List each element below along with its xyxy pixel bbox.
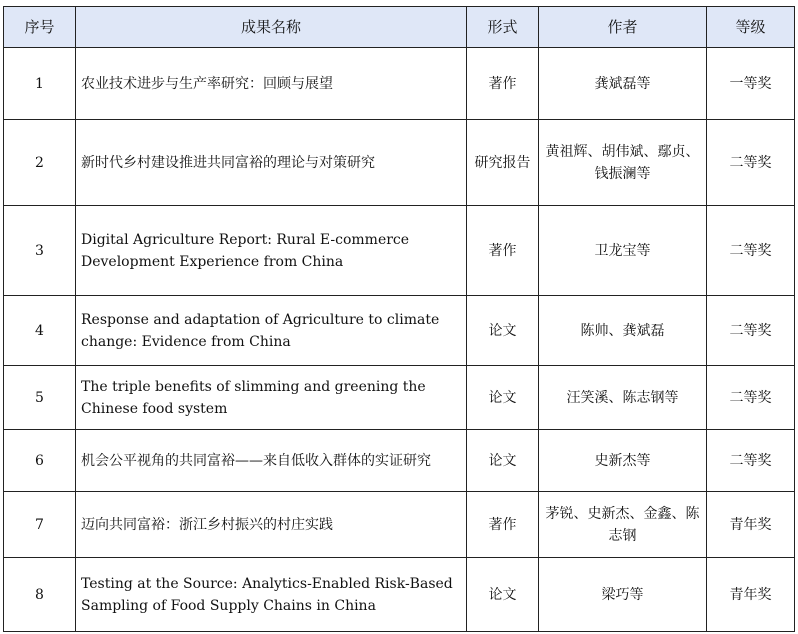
- row-form: 论文: [467, 296, 539, 366]
- row-title: Digital Agriculture Report: Rural E-commerce Development Experience from China: [76, 206, 467, 296]
- row-form: 论文: [467, 366, 539, 430]
- awards-table: [3, 6, 795, 632]
- table-row: [4, 430, 795, 492]
- row-form: 论文: [467, 558, 539, 632]
- row-no: 4: [4, 296, 76, 366]
- row-title: 新时代乡村建设推进共同富裕的理论与对策研究: [76, 120, 467, 206]
- table-row: [4, 120, 795, 206]
- row-level: 二等奖: [707, 430, 795, 492]
- row-level: 青年奖: [707, 558, 795, 632]
- row-no: 7: [4, 492, 76, 558]
- row-author: 茅锐、史新杰、金鑫、陈志钢: [539, 492, 707, 558]
- row-form: 著作: [467, 492, 539, 558]
- row-form: 著作: [467, 48, 539, 120]
- row-level: 二等奖: [707, 296, 795, 366]
- row-title: Response and adaptation of Agriculture to climate change: Evidence from China: [76, 296, 467, 366]
- table-row: [4, 558, 795, 632]
- row-author: 卫龙宝等: [539, 206, 707, 296]
- table-row: [4, 296, 795, 366]
- row-level: 一等奖: [707, 48, 795, 120]
- row-level: 青年奖: [707, 492, 795, 558]
- header-level: 等级: [707, 7, 795, 48]
- header-title: 成果名称: [76, 7, 467, 48]
- row-no: 1: [4, 48, 76, 120]
- header-row: [4, 7, 795, 48]
- row-title: The triple benefits of slimming and greening the Chinese food system: [76, 366, 467, 430]
- row-author: 汪笑溪、陈志钢等: [539, 366, 707, 430]
- row-level: 二等奖: [707, 206, 795, 296]
- row-level: 二等奖: [707, 366, 795, 430]
- header-no: 序号: [4, 7, 76, 48]
- row-form: 研究报告: [467, 120, 539, 206]
- row-no: 3: [4, 206, 76, 296]
- row-author: 陈帅、龚斌磊: [539, 296, 707, 366]
- row-no: 8: [4, 558, 76, 632]
- row-no: 5: [4, 366, 76, 430]
- row-no: 6: [4, 430, 76, 492]
- row-author: 史新杰等: [539, 430, 707, 492]
- row-form: 论文: [467, 430, 539, 492]
- row-title: 机会公平视角的共同富裕——来自低收入群体的实证研究: [76, 430, 467, 492]
- table-row: [4, 492, 795, 558]
- row-author: 梁巧等: [539, 558, 707, 632]
- header-author: 作者: [539, 7, 707, 48]
- row-author: 黄祖辉、胡伟斌、鄢贞、钱振澜等: [539, 120, 707, 206]
- row-level: 二等奖: [707, 120, 795, 206]
- table-row: [4, 48, 795, 120]
- row-form: 著作: [467, 206, 539, 296]
- row-title: 农业技术进步与生产率研究：回顾与展望: [76, 48, 467, 120]
- table-row: [4, 206, 795, 296]
- row-no: 2: [4, 120, 76, 206]
- table-row: [4, 366, 795, 430]
- row-title: 迈向共同富裕：浙江乡村振兴的村庄实践: [76, 492, 467, 558]
- header-form: 形式: [467, 7, 539, 48]
- row-title: Testing at the Source: Analytics-Enabled Risk-Based Sampling of Food Supply Chains in China: [76, 558, 467, 632]
- row-author: 龚斌磊等: [539, 48, 707, 120]
